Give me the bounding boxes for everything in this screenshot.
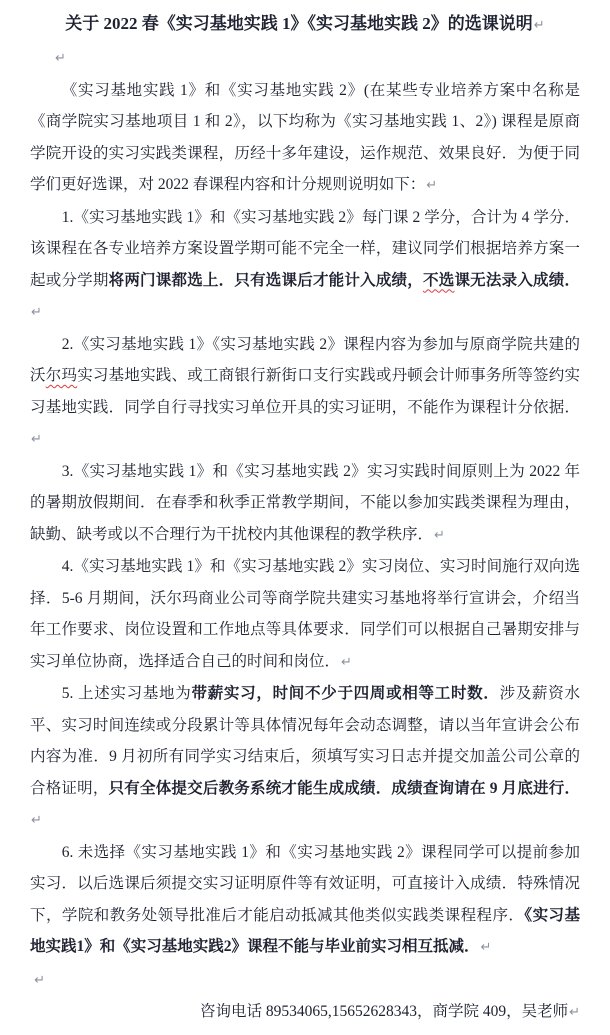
paragraph xyxy=(30,837,580,964)
paragraph xyxy=(30,551,580,678)
text-run: 5. 上述实习基地为 xyxy=(61,685,192,702)
text-run: 4.《实习基地实践 1》和《实习基地实践 2》实习岗位、实习时间施行双向选择．5-6 月期间，沃尔玛商业公司等商学院共建实习基地将举行宣讲会，介绍当年工作要求、岗位设置和工作地点等具体要求．同学们可以根据自己暑期安排与实习单位协商，选择适合自己的时间和岗位． xyxy=(30,558,580,670)
text-run: 咨询电话 89534065,15652628343，商学院 409，吴老师 xyxy=(199,1003,569,1020)
paragraph xyxy=(30,678,580,837)
text-run: 课无法录入成绩． xyxy=(454,271,580,289)
text-run: 只有全体提交后教务系统才能生成成绩．成绩查询请在 9 月底进行． xyxy=(108,779,580,797)
paragraph-mark-icon: ↵ xyxy=(434,527,445,543)
text-run: 3.《实习基地实践 1》和《实习基地实践 2》实习实践时间原则上为 2022 年的暑期放假期间．在春季和秋季正常教学期间，不能以参加实践类课程为理由，缺勤、缺考或以不合理行为干扰校内其他课程的教学秩序． xyxy=(30,462,580,543)
text-run: 涉及薪资水平、实习时间连续或分段累计等具体情况每年会动态调整，请以当年宣讲会公布内容为准．9 月初所有同学实习结束后，须填写实习日志并提交加盖公司公章的合格证明， xyxy=(30,685,580,797)
text-run: 1.《实习基地实践 1》和《实习基地实践 2》每门课 2 学分，合计为 4 学分．该课程在各专业培养方案设置学期可能不完全一样，建议同学们根据培养方案一起或分学期 xyxy=(30,208,580,289)
document-title xyxy=(30,8,580,42)
text-run: 实习基地实践、或工商银行新街口支行实践或丹顿会计师事务所等签约实习基地实践．同学自行寻找实习单位开具的实习证明，不能作为课程计分依据． xyxy=(30,367,580,416)
text-run: 《实习基地实践1》和《实习基地实践2》课程不能与毕业前实习相互抵减． xyxy=(30,906,580,955)
text-run: 带薪实习，时间不少于四周或相等工时数． xyxy=(191,685,500,702)
spellcheck-flagged-text-run: 不选 xyxy=(423,271,455,289)
spellcheck-flagged-text-run: 尔玛 xyxy=(45,367,78,384)
paragraph-mark-icon: ↵ xyxy=(426,178,438,193)
paragraph-mark-icon: ↵ xyxy=(34,972,45,988)
empty-paragraph xyxy=(30,964,580,997)
paragraph-mark-icon: ↵ xyxy=(341,654,352,670)
footer-contact xyxy=(30,996,580,1029)
text-run: 关于 2022 春《实习基地实践 1》《实习基地实践 2》的选课说明 xyxy=(65,14,533,33)
paragraph-mark-icon: ↵ xyxy=(55,51,66,66)
text-run: 将两门课都选上．只有选课后才能计入成绩， xyxy=(108,271,423,289)
empty-paragraph xyxy=(30,42,580,75)
document-body xyxy=(30,8,580,1029)
paragraph-mark-icon: ↵ xyxy=(533,18,545,33)
text-run: 2.《实习基地实践 1》《实习基地实践 2》课程内容为参加与原商学院共建的沃 xyxy=(30,335,580,384)
paragraph xyxy=(30,202,580,329)
paragraph-mark-icon: ↵ xyxy=(569,1005,580,1020)
paragraph-mark-icon: ↵ xyxy=(31,305,42,320)
paragraph xyxy=(30,456,580,552)
paragraph xyxy=(30,329,580,456)
paragraph-mark-icon: ↵ xyxy=(31,813,42,828)
paragraph-mark-icon: ↵ xyxy=(31,432,42,447)
paragraph xyxy=(30,75,580,202)
paragraph-mark-icon: ↵ xyxy=(480,940,492,955)
text-run: 《实习基地实践 1》和《实习基地实践 2》(在某些专业培养方案中名称是《商学院实习基地项目 1 和 2》，以下均称为《实习基地实践 1、2》) 课程是原商学院开设的实习实践类课程，历经十多年建设，运作规范、效果良好．为便于同学们更好选课，对 2022 春课程内容和计分规则说明如下： xyxy=(30,81,580,193)
text-run: 6. 未选择《实习基地实践 1》和《实习基地实践 2》课程同学可以提前参加实习．以后选课后须提交实习证明原件等有效证明，可直接计入成绩．特殊情况下，学院和教务处领导批准后才能启动抵减其他类似实践类课程程序． xyxy=(30,843,580,924)
